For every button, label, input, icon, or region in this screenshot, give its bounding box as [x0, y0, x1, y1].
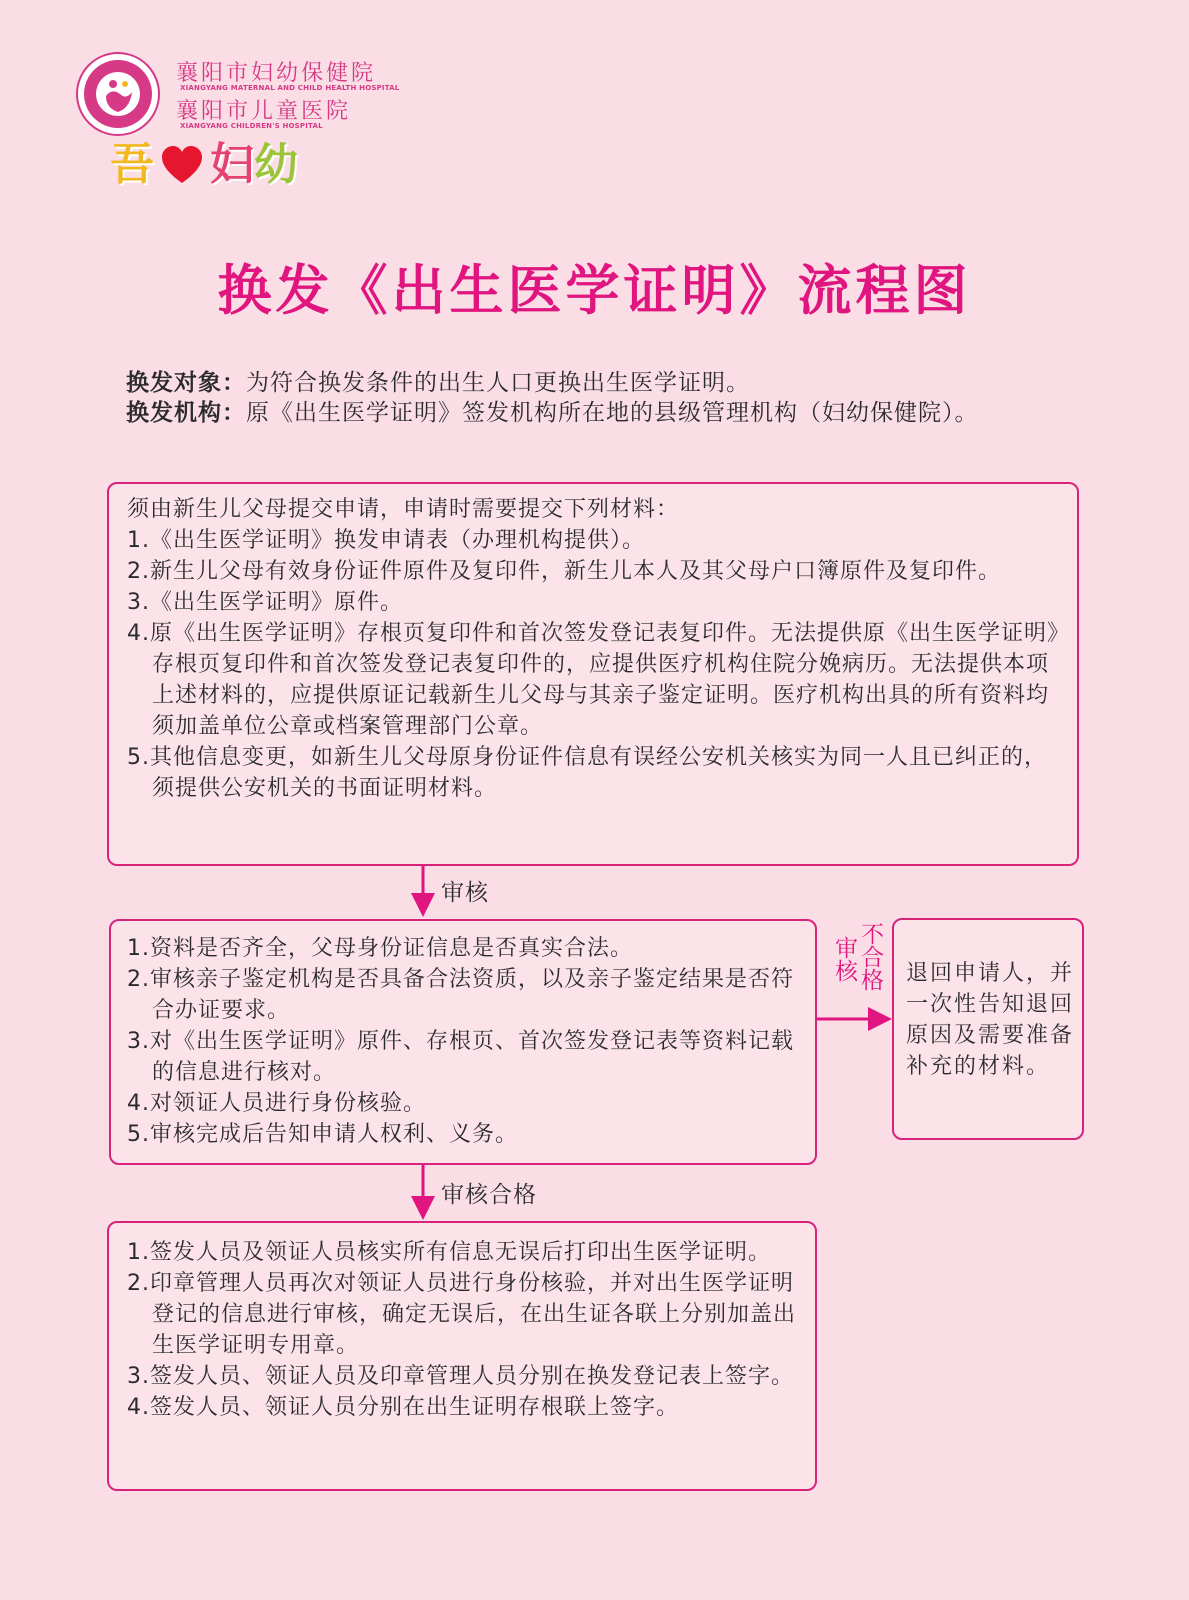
fail-label-a: 审核 [831, 936, 857, 982]
intro-agency-text: 原《出生医学证明》签发机构所在地的县级管理机构（妇幼保健院）。 [246, 400, 979, 426]
materials-lead: 须由新生儿父母提交申请，申请时需要提交下列材料： [127, 497, 680, 522]
intro-target-label: 换发对象： [126, 370, 246, 396]
hospital-name-1: 襄阳市妇幼保健院 [176, 61, 377, 86]
materials-item-2: 2.新生儿父母有效身份证件原件及复印件，新生儿本人及其父母户口簿原件及复印件。 [127, 559, 1001, 584]
review-item-4: 4.对领证人员进行身份核验。 [127, 1091, 426, 1116]
review-list [127, 933, 807, 1150]
slogan-right-1: 妇 [210, 139, 254, 190]
materials-item-3: 3.《出生医学证明》原件。 [127, 590, 403, 615]
issue-item-3: 3.签发人员、领证人员及印章管理人员分别在换发登记表上签字。 [127, 1364, 794, 1389]
arrow-down-2 [411, 1165, 435, 1220]
issue-item-4: 4.签发人员、领证人员分别在出生证明存根联上签字。 [127, 1395, 679, 1420]
issue-list [127, 1237, 807, 1423]
intro-agency-label: 换发机构： [126, 400, 246, 426]
materials-item-5: 5.其他信息变更，如新生儿父母原身份证件信息有误经公安机关核实为同一人且已纠正的，须提供公安机关的书面证明材料。 [127, 745, 1047, 801]
slogan-left: 吾 [110, 139, 154, 190]
arrow-down-1 [411, 866, 435, 917]
arrow-right [817, 1007, 892, 1031]
intro-target-text: 为符合换发条件的出生人口更换出生医学证明。 [246, 370, 750, 396]
page-title: 换发《出生医学证明》流程图 [217, 259, 972, 322]
review-item-1: 1.资料是否齐全，父母身份证信息是否真实合法。 [127, 936, 633, 961]
materials-item-1: 1.《出生医学证明》换发申请表（办理机构提供）。 [127, 528, 645, 553]
review-item-5: 5.审核完成后告知申请人权利、义务。 [127, 1122, 518, 1147]
review-item-2: 2.审核亲子鉴定机构是否具备合法资质，以及亲子鉴定结果是否符合办证要求。 [127, 967, 794, 1023]
issue-item-2: 2.印章管理人员再次对领证人员进行身份核验，并对出生医学证明登记的信息进行审核，确定无误后，在出生证各联上分别加盖出生医学证明专用章。 [127, 1271, 797, 1358]
hospital-name-2: 襄阳市儿童医院 [176, 99, 352, 124]
slogan-right-2: 幼 [254, 139, 298, 190]
arrow2-label: 审核合格 [441, 1182, 537, 1208]
hospital-name-2-en: XIANGYANG CHILDREN'S HOSPITAL [180, 122, 323, 130]
review-item-3: 3.对《出生医学证明》原件、存根页、首次签发登记表等资料记载的信息进行核对。 [127, 1029, 794, 1085]
hospital-name-1-en: XIANGYANG MATERNAL AND CHILD HEALTH HOSPITAL [180, 84, 400, 92]
materials-item-4: 4.原《出生医学证明》存根页复印件和首次签发登记表复印件。无法提供原《出生医学证明》存根页复印件和首次签发登记表复印件的，应提供医疗机构住院分娩病历。无法提供本项上述材料的，应提供原证记载新生儿父母与其亲子鉴定证明。医疗机构出具的所有资料均须加盖单位公章或档案管理部门公章。 [127, 621, 1059, 739]
issue-item-1: 1.签发人员及领证人员核实所有信息无误后打印出生医学证明。 [127, 1240, 771, 1265]
return-text: 退回申请人，并一次性告知退回原因及需要准备补充的材料。 [906, 961, 1075, 1079]
fail-label-b: 不合格 [857, 922, 883, 991]
arrow1-label: 审核 [441, 880, 489, 906]
